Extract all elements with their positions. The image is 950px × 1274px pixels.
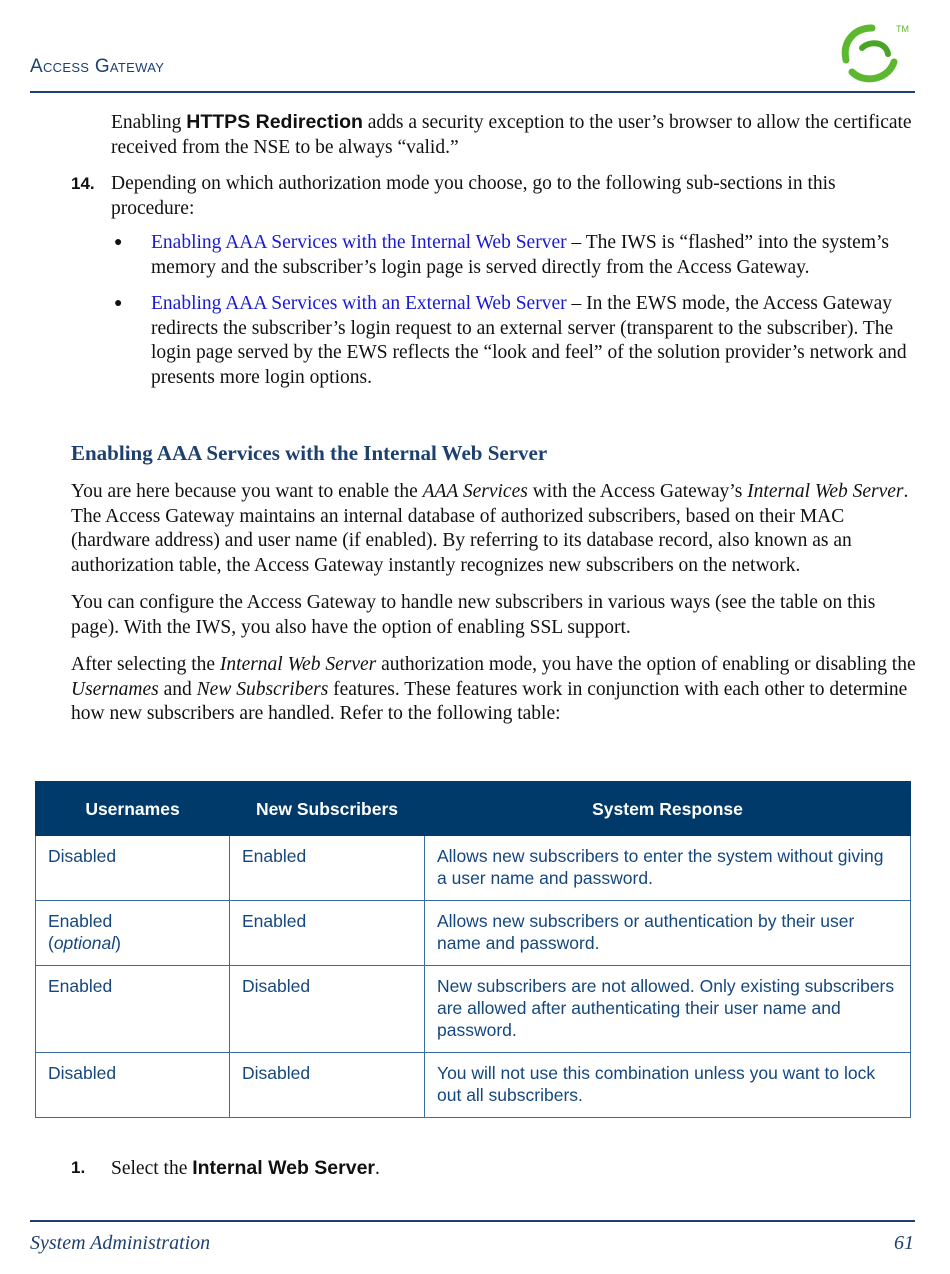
table-row — [36, 901, 911, 966]
bullet-icon: ● — [114, 296, 123, 311]
section-body — [71, 480, 916, 727]
paragraph: After selecting the Internal Web Server authorization mode, you have the option of enabling or disabling the Usernames and New Subscribers features. These features work in conjunction with each other to determine how new subscribers are handled. Refer to the following table: — [71, 654, 916, 724]
bullet-icon: ● — [114, 235, 123, 250]
cell-usernames: Disabled — [36, 1053, 230, 1118]
paragraph: You are here because you want to enable the AAA Services with the Access Gateway’s Internal Web Server. The Access Gateway maintains an internal database of authorized subscribers, based on their MAC (hardware address) and user name (if enabled). By referring to its database record, also known as an authorization table, the Access Gateway instantly recognizes new subscribers on the network. — [71, 481, 909, 576]
cell-new-subscribers: Disabled — [230, 966, 425, 1053]
cell-new-subscribers: Enabled — [230, 836, 425, 901]
cell-new-subscribers: Enabled — [230, 901, 425, 966]
footer-rule — [30, 1220, 915, 1222]
table-row — [36, 966, 911, 1053]
cell-usernames: Enabled (optional) — [36, 901, 230, 966]
cell-response: Allows new subscribers to enter the system without giving a user name and password. — [425, 836, 911, 901]
cell-response: New subscribers are not allowed. Only existing subscribers are allowed after authenticating their user name and password. — [425, 966, 911, 1053]
intro-paragraph: Enabling HTTPS Redirection adds a security exception to the user’s browser to allow the certificate received from the NSE to be always “valid.” — [111, 111, 912, 158]
step-number: 1. — [71, 1158, 86, 1177]
link-internal-web-server[interactable]: Enabling AAA Services with the Internal Web Server — [151, 232, 567, 253]
page-number: 61 — [894, 1232, 914, 1254]
cell-response: Allows new subscribers or authentication by their user name and password. — [425, 901, 911, 966]
table-row — [36, 1053, 911, 1118]
header-rule — [30, 91, 915, 93]
link-external-web-server[interactable]: Enabling AAA Services with an External Web Server — [151, 293, 567, 314]
step-text: Depending on which authorization mode you choose, go to the following sub-sections in this procedure: — [111, 173, 836, 219]
configuration-table — [35, 781, 911, 1118]
running-header: Access Gateway — [30, 56, 165, 77]
column-header: Usernames — [36, 782, 230, 836]
step-number: 14. — [71, 174, 95, 193]
footer-chapter: System Administration — [30, 1232, 211, 1254]
table-header-row — [36, 782, 911, 836]
bullet-item: ● Enabling AAA Services with the Internal Web Server – The IWS is “flashed” into the system’s memory and the subscriber’s login page is served directly from the Access Gateway. — [114, 232, 890, 278]
table-row — [36, 836, 911, 901]
column-header: System Response — [425, 782, 911, 836]
step-14 — [71, 172, 916, 390]
cell-new-subscribers: Disabled — [230, 1053, 425, 1118]
bullet-item: ● Enabling AAA Services with an External Web Server – In the EWS mode, the Access Gateway redirects the subscriber’s login request to an external server (transparent to the subscriber). The login page served by the EWS reflects the “look and feel” of the solution provider’s network and presents more login options. — [114, 293, 907, 388]
cell-usernames: Enabled — [36, 966, 230, 1053]
column-header: New Subscribers — [230, 782, 425, 836]
section-heading: Enabling AAA Services with the Internal Web Server — [71, 441, 548, 465]
company-logo — [832, 20, 912, 88]
paragraph: You can configure the Access Gateway to handle new subscribers in various ways (see the table on this page). With the IWS, you also have the option of enabling SSL support. — [71, 592, 876, 638]
cell-response: You will not use this combination unless you want to lock out all subscribers. — [425, 1053, 911, 1118]
optional-note: optional — [53, 933, 116, 953]
step-1 — [71, 1156, 380, 1181]
cell-usernames: Disabled — [36, 836, 230, 901]
trademark: TM — [896, 24, 909, 34]
step-text: Select the Internal Web Server. — [111, 1157, 380, 1179]
